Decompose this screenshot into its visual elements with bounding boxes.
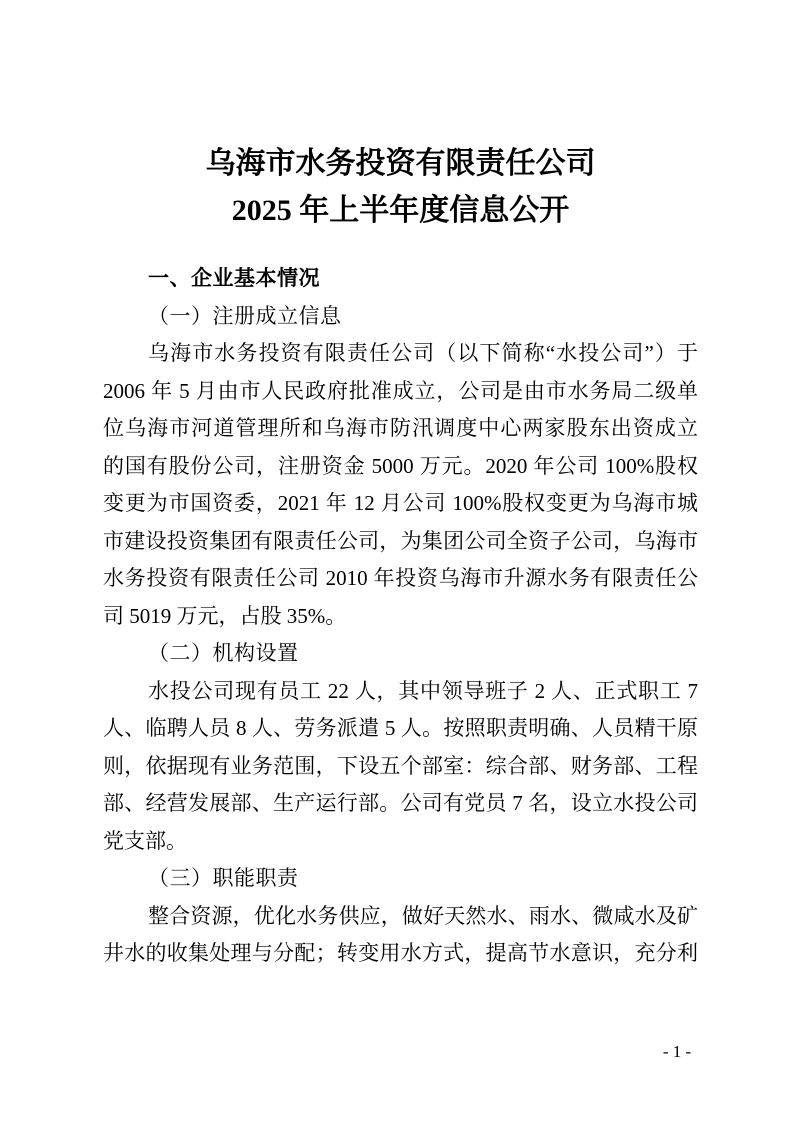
document-body xyxy=(103,260,698,973)
document-title-line2: 2025 年上半年度信息公开 xyxy=(231,194,570,227)
page-number: - 1 - xyxy=(662,1042,692,1061)
subsection-heading-organization: （二）机构设置 xyxy=(148,641,299,665)
section-heading-basic-info: 一、企业基本情况 xyxy=(148,267,320,290)
paragraph-organization-line: 则，依据现有业务范围，下设五个部室：综合部、财务部、工程 xyxy=(103,753,698,778)
paragraph-organization-line: 人、临聘人员 8 人、劳务派遣 5 人。按照职责明确、人员精干原 xyxy=(103,716,698,740)
paragraph-registration-line: 变更为市国资委，2021 年 12 月公司 100%股权变更为乌海市城 xyxy=(103,491,698,515)
subsection-heading-registration: （一）注册成立信息 xyxy=(148,303,342,328)
paragraph-organization-line: 水投公司现有员工 22 人，其中领导班子 2 人、正式职工 7 xyxy=(148,678,698,703)
paragraph-registration-line: 市建设投资集团有限责任公司，为集团公司全资子公司，乌海市 xyxy=(103,528,698,553)
paragraph-duties-line: 整合资源，优化水务供应，做好天然水、雨水、微咸水及矿 xyxy=(148,903,698,928)
paragraph-registration-line: 的国有股份公司，注册资金 5000 万元。2020 年公司 100%股权 xyxy=(103,453,698,478)
paragraph-organization-line: 部、经营发展部、生产运行部。公司有党员 7 名，设立水投公司 xyxy=(103,791,698,815)
paragraph-registration-line: 2006 年 5 月由市人民政府批准成立，公司是由市水务局二级单 xyxy=(103,378,698,403)
paragraph-registration-line: 司 5019 万元，占股 35%。 xyxy=(103,603,347,628)
paragraph-registration-line: 水务投资有限责任公司 2010 年投资乌海市升源水务有限责任公 xyxy=(103,566,698,590)
document-title xyxy=(103,140,698,234)
document-title-line1: 乌海市水务投资有限责任公司 xyxy=(205,147,596,180)
paragraph-duties-line: 井水的收集处理与分配；转变用水方式，提高节水意识，充分利 xyxy=(103,941,698,965)
paragraph-registration-line: 位乌海市河道管理所和乌海市防汛调度中心两家股东出资成立 xyxy=(103,416,698,440)
paragraph-registration-line: 乌海市水务投资有限责任公司（以下简称“水投公司”）于 xyxy=(148,341,698,365)
subsection-heading-duties: （三）职能职责 xyxy=(148,866,299,890)
paragraph-organization-line: 党支部。 xyxy=(103,828,187,853)
